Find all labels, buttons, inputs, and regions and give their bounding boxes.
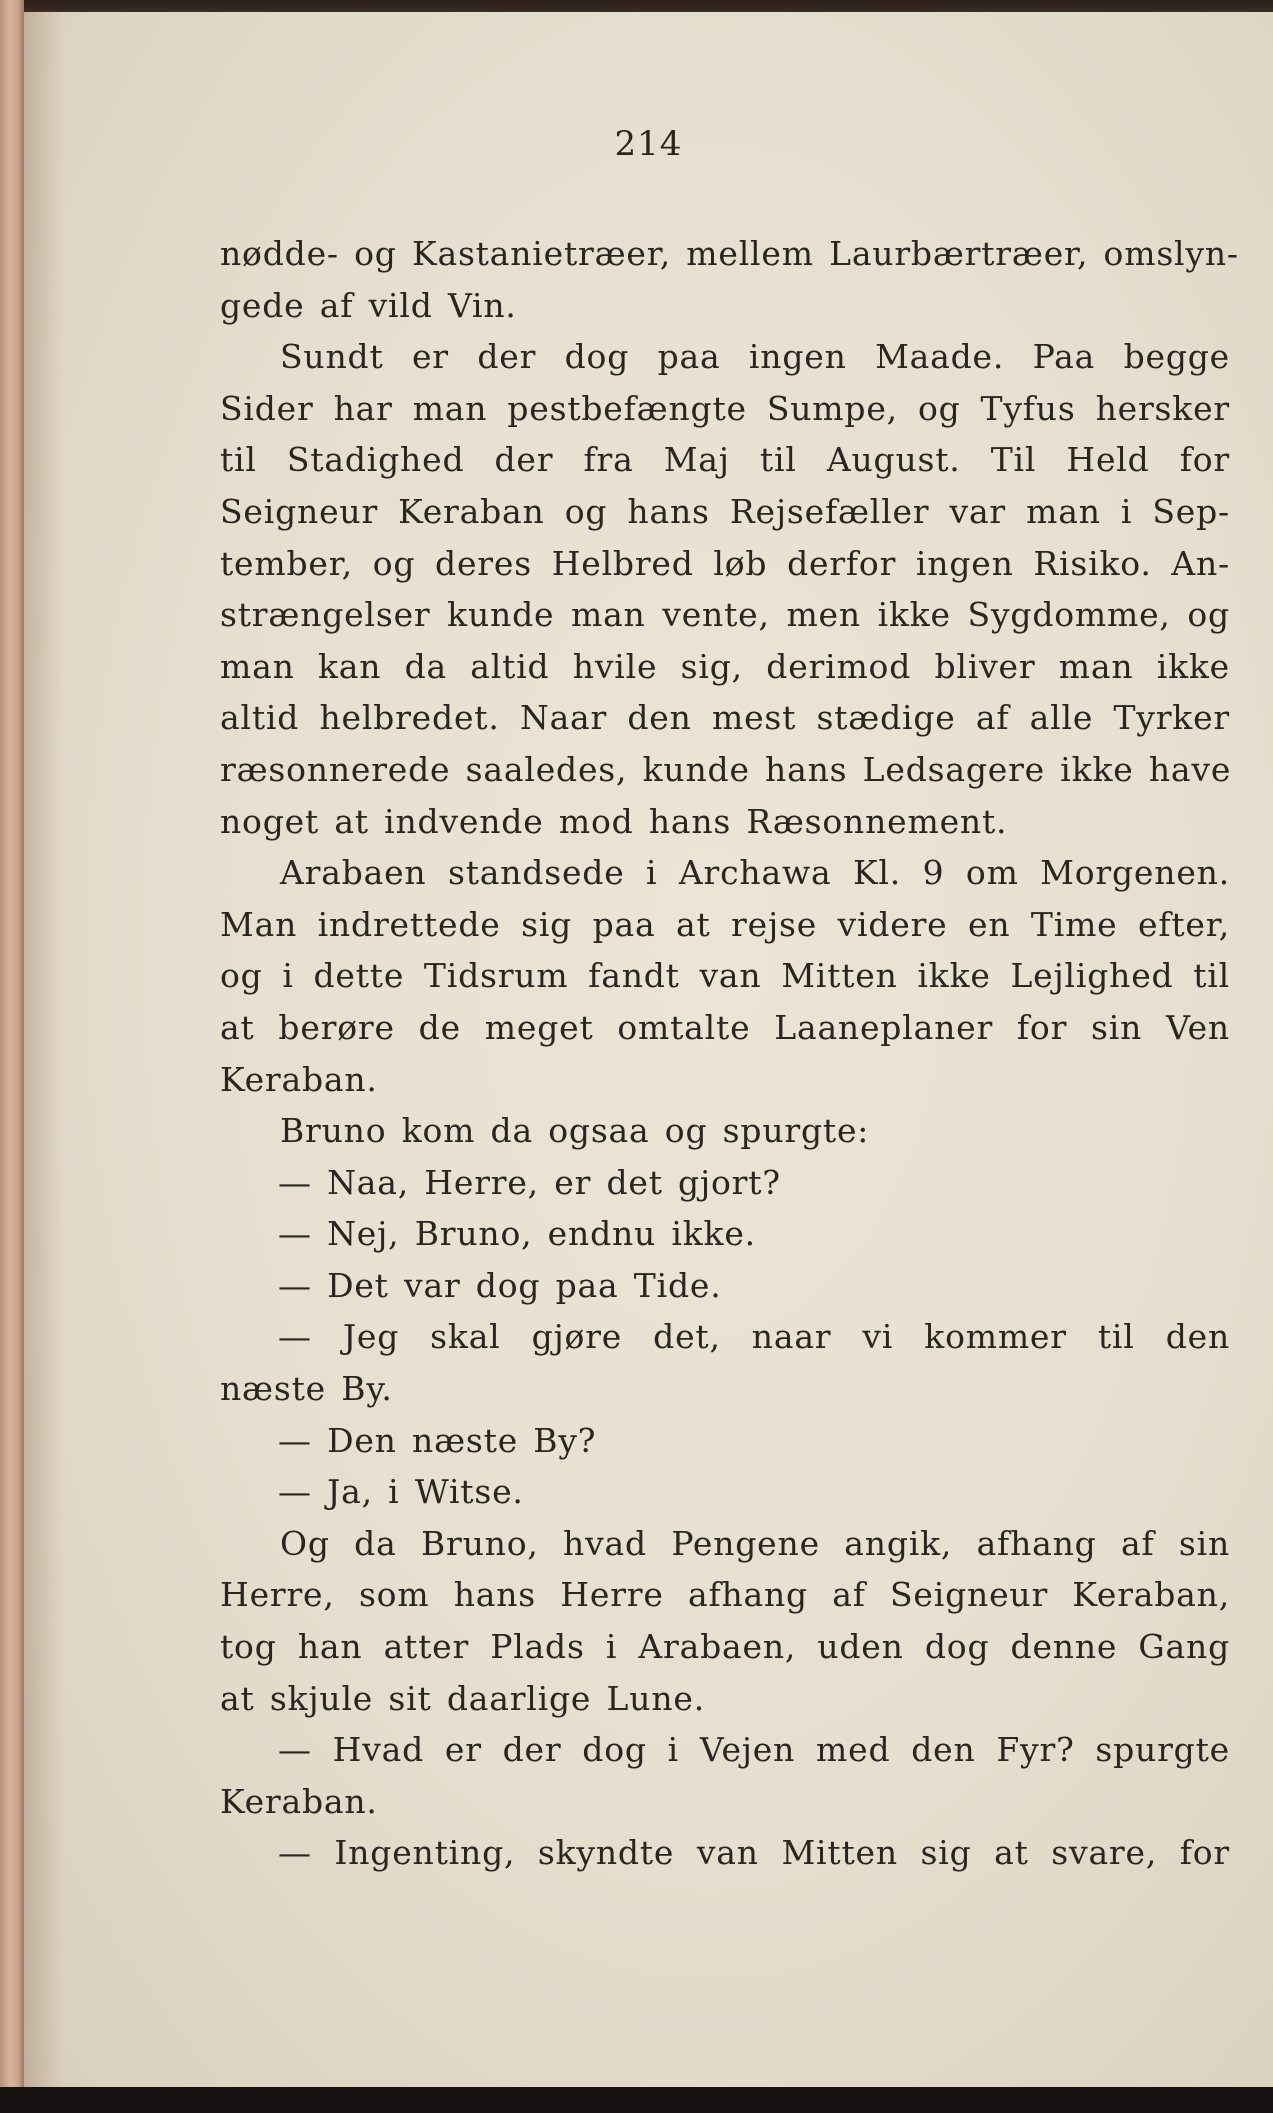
dialogue-line: — Det var dog paa Tide. [278, 1265, 722, 1305]
book-top-edge [0, 0, 1273, 12]
text-line: Herre, som hans Herre afhang af Seigneur Keraban, [220, 1575, 1230, 1615]
dialogue-line: — Hvad er der dog i Vejen med den Fyr? spurgte [278, 1730, 1230, 1770]
text-line: tog han atter Plads i Arabaen, uden dog denne Gang [220, 1627, 1230, 1667]
text-line: Arabaen standsede i Archawa Kl. 9 om Morgenen. [280, 853, 1230, 893]
text-line: at skjule sit daarlige Lune. [220, 1678, 705, 1718]
text-line: Keraban. [220, 1059, 378, 1099]
dialogue-line: — Jeg skal gjøre det, naar vi kommer til den [278, 1317, 1230, 1357]
text-line: Og da Bruno, hvad Pengene angik, afhang af sin [280, 1523, 1230, 1563]
text-line: man kan da altid hvile sig, derimod bliver man ikke [220, 646, 1230, 686]
text-line: og i dette Tidsrum fandt van Mitten ikke Lejlighed til [220, 956, 1230, 996]
dialogue-line: — Nej, Bruno, endnu ikke. [278, 1214, 756, 1254]
text-line: til Stadighed der fra Maj til August. Til Held for [220, 440, 1230, 480]
text-line: næste By. [220, 1369, 393, 1409]
dialogue-line: — Ingenting, skyndte van Mitten sig at svare, for [278, 1833, 1230, 1873]
dialogue-line: — Ja, i Witse. [278, 1472, 524, 1512]
book-page [24, 12, 1273, 2087]
dialogue-line: — Naa, Herre, er det gjort? [278, 1162, 781, 1202]
text-line: Man indrettede sig paa at rejse videre en Time efter, [220, 904, 1230, 944]
text-line: Bruno kom da ogsaa og spurgte: [280, 1111, 870, 1151]
text-line: gede af vild Vin. [220, 285, 517, 325]
text-line: nødde- og Kastanietræer, mellem Laurbærtræer, omslyn- [220, 234, 1239, 273]
text-line: at berøre de meget omtalte Laaneplaner for sin Ven [220, 1007, 1230, 1047]
text-line: Sundt er der dog paa ingen Maade. Paa begge [280, 337, 1230, 377]
text-line: tember, og deres Helbred løb derfor ingen Risiko. An- [220, 543, 1230, 583]
text-line: Sider har man pestbefængte Sumpe, og Tyfus hersker [220, 388, 1230, 428]
book-spine-edge [0, 0, 24, 2113]
text-line: Keraban. [220, 1781, 378, 1821]
text-line: altid helbredet. Naar den mest stædige af alle Tyrker [220, 698, 1230, 738]
page-number: 214 [614, 124, 683, 164]
dialogue-line: — Den næste By? [278, 1420, 597, 1460]
text-line: ræsonnerede saaledes, kunde hans Ledsagere ikke have [220, 749, 1232, 789]
text-line: noget at indvende mod hans Ræsonnement. [220, 801, 1008, 841]
text-line: Seigneur Keraban og hans Rejsefæller var man i Sep- [220, 491, 1230, 531]
book-bottom-edge [0, 2087, 1273, 2113]
text-line: strængelser kunde man vente, men ikke Sygdomme, og [220, 595, 1230, 635]
body-text [220, 228, 1239, 1879]
